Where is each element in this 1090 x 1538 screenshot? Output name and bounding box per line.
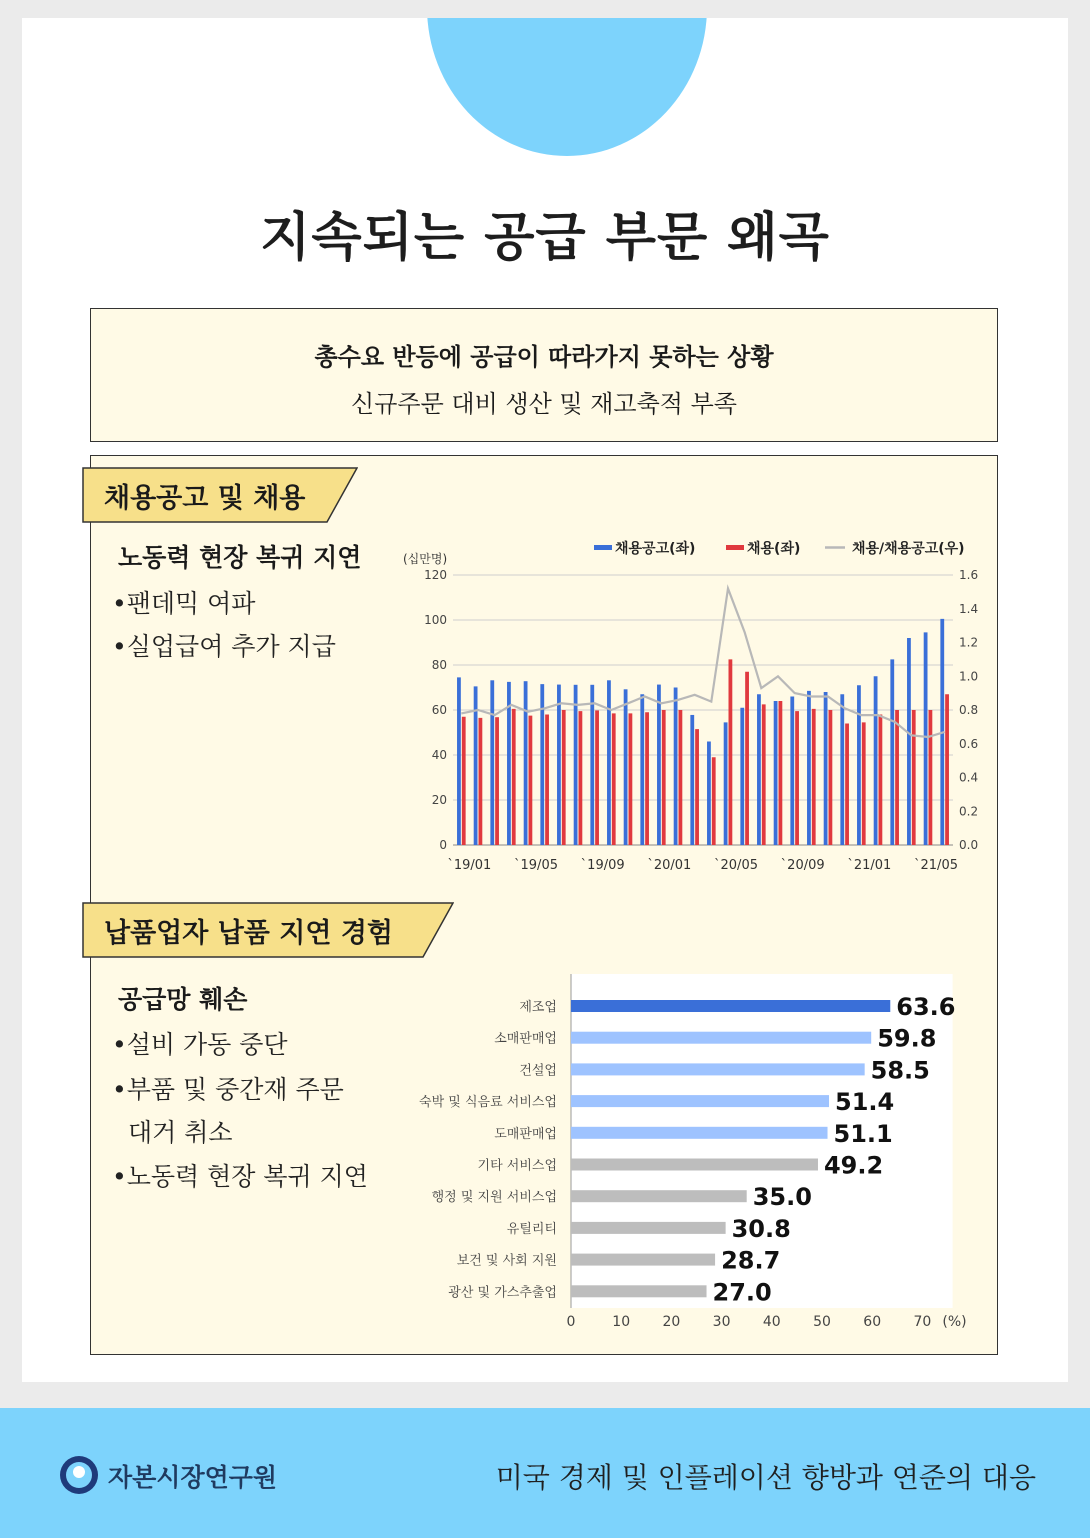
y2-tick-label: 1.2 <box>959 635 979 650</box>
y-tick-label: 100 <box>424 613 447 627</box>
bar-10 <box>571 1285 707 1297</box>
y-tick-label: 40 <box>431 748 447 762</box>
bar-4 <box>571 1095 829 1107</box>
bullet-item: •실업급여 추가 지급 <box>112 632 336 661</box>
bar-hires <box>745 672 749 845</box>
bar-job-openings <box>774 701 778 845</box>
bullet-item: •부품 및 중간재 주문 <box>112 1075 344 1104</box>
bar-5 <box>571 1127 828 1139</box>
value-label: 63.6 <box>896 993 956 1021</box>
section-ribbon-delivery <box>82 902 454 958</box>
bar-job-openings <box>890 659 894 845</box>
legend-label: 채용/채용공고(우) <box>852 541 965 557</box>
category-label: 건설업 <box>519 1063 557 1079</box>
bar-job-openings <box>757 694 761 845</box>
bar-hires <box>662 710 666 845</box>
bullet-item: 대거 취소 <box>128 1118 233 1147</box>
legend-label: 채용공고(좌) <box>615 541 696 557</box>
bar-job-openings <box>674 688 678 846</box>
value-label: 51.4 <box>835 1088 895 1117</box>
bar-hires <box>612 713 616 845</box>
y2-tick-label: 0.4 <box>959 770 979 785</box>
value-label: 58.5 <box>870 1056 930 1085</box>
bar-3 <box>571 1063 865 1075</box>
section2-heading: 공급망 훼손 <box>118 985 248 1014</box>
category-label: 도매판매업 <box>494 1126 557 1142</box>
section1-heading: 노동력 현장 복귀 지연 <box>118 543 362 572</box>
bar-job-openings <box>907 638 911 845</box>
bar-job-openings <box>557 685 561 845</box>
y-tick-label: 120 <box>424 568 447 582</box>
bar-job-openings <box>857 685 861 845</box>
bar-job-openings <box>490 680 494 845</box>
bar-hires <box>545 715 549 846</box>
bar-8 <box>571 1222 726 1234</box>
supplier-delay-chart <box>400 972 985 1337</box>
document-title: 미국 경제 및 인플레이션 향방과 연준의 대응 <box>495 1461 1036 1494</box>
value-label: 27.0 <box>712 1278 772 1307</box>
bar-hires <box>712 757 716 845</box>
y-axis-unit: (십만명) <box>403 552 448 566</box>
category-label: 보건 및 사회 지원 <box>456 1253 557 1269</box>
bar-7 <box>571 1190 747 1202</box>
value-label: 51.1 <box>833 1119 893 1148</box>
bar-hires <box>512 709 516 845</box>
category-label: 광산 및 가스추출업 <box>448 1285 557 1301</box>
bar-hires <box>879 715 883 846</box>
bar-hires <box>812 709 816 845</box>
bar-hires <box>579 711 583 845</box>
value-label: 49.2 <box>823 1151 884 1180</box>
bar-hires <box>479 718 483 845</box>
y2-tick-label: 1.4 <box>959 601 979 616</box>
bar-job-openings <box>924 632 928 845</box>
x-tick-label: `21/05 <box>914 858 958 873</box>
bar-job-openings <box>707 742 711 846</box>
bar-job-openings <box>724 722 728 845</box>
bar-2 <box>571 1032 871 1044</box>
y-tick-label: 20 <box>431 793 447 807</box>
line-hire-ratio <box>461 589 944 738</box>
bar-job-openings <box>457 677 461 845</box>
y2-tick-label: 0.6 <box>959 736 979 751</box>
bar-hires <box>562 710 566 845</box>
bar-job-openings <box>807 691 811 845</box>
ribbon-label: 채용공고 및 채용 <box>104 482 306 514</box>
bar-hires <box>462 717 466 845</box>
bar-hires <box>695 729 699 845</box>
x-tick-label: `20/05 <box>714 858 758 873</box>
bar-hires <box>729 659 733 845</box>
bullet-item: •노동력 현장 복귀 지연 <box>112 1162 368 1191</box>
job-openings-hires-chart <box>395 533 987 878</box>
bar-job-openings <box>640 694 644 845</box>
bar-job-openings <box>607 680 611 845</box>
value-label: 28.7 <box>721 1246 781 1275</box>
value-label: 35.0 <box>752 1183 812 1212</box>
summary-subline: 신규주문 대비 생산 및 재고축적 부족 <box>351 390 737 418</box>
x-tick-label: 60 <box>863 1314 882 1330</box>
bar-hires <box>929 710 933 845</box>
bar-hires <box>679 710 683 845</box>
bar-job-openings <box>590 685 594 845</box>
bar-hires <box>945 694 949 845</box>
x-tick-label: 40 <box>762 1314 781 1330</box>
bar-hires <box>845 724 849 846</box>
ribbon-label: 납품업자 납품 지연 경험 <box>104 917 394 949</box>
legend-swatch <box>594 545 612 550</box>
bar-hires <box>895 710 899 845</box>
footer <box>0 1408 1090 1538</box>
section-ribbon-hiring <box>82 467 358 523</box>
bar-job-openings <box>874 676 878 845</box>
category-label: 소매판매업 <box>494 1031 557 1047</box>
bar-job-openings <box>790 697 794 846</box>
y-tick-label: 80 <box>431 658 447 672</box>
y2-tick-label: 1.0 <box>959 669 979 684</box>
y2-tick-label: 0.0 <box>959 838 979 852</box>
bar-hires <box>779 701 783 845</box>
page-number-circle <box>427 18 707 156</box>
x-tick-label: `19/09 <box>580 858 625 873</box>
bar-hires <box>495 717 499 845</box>
bar-job-openings <box>524 681 528 845</box>
x-tick-label: 70 <box>913 1314 932 1330</box>
bar-6 <box>571 1159 818 1171</box>
legend-label: 채용(좌) <box>747 541 801 557</box>
category-label: 제조업 <box>519 1000 557 1015</box>
bar-hires <box>645 712 649 845</box>
bar-hires <box>795 711 799 845</box>
y2-tick-label: 1.6 <box>959 568 979 582</box>
bar-9 <box>571 1254 715 1266</box>
summary-headline: 총수요 반등에 공급이 따라가지 못하는 상황 <box>314 343 774 371</box>
bar-hires <box>629 713 633 845</box>
value-label: 30.8 <box>731 1214 791 1243</box>
bar-hires <box>829 710 833 845</box>
bullet-item: •팬데믹 여파 <box>112 589 256 618</box>
x-tick-label: `19/05 <box>514 858 558 873</box>
y2-tick-label: 0.2 <box>959 804 979 819</box>
x-tick-label: `19/01 <box>447 858 492 873</box>
x-tick-label: `20/01 <box>647 858 692 873</box>
bullet-item: •설비 가동 중단 <box>112 1030 288 1059</box>
bar-hires <box>762 704 766 845</box>
x-axis-unit: (%) <box>942 1314 967 1330</box>
page-title: 지속되는 공급 부문 왜곡 <box>260 208 830 268</box>
bar-job-openings <box>657 685 661 845</box>
x-tick-label: 30 <box>712 1314 731 1330</box>
bar-1 <box>571 1000 890 1012</box>
bar-job-openings <box>840 694 844 845</box>
x-tick-label: 0 <box>566 1314 576 1330</box>
x-tick-label: `21/01 <box>847 858 892 873</box>
y-tick-label: 60 <box>431 703 447 717</box>
value-label: 59.8 <box>877 1024 937 1053</box>
bar-job-openings <box>690 715 694 845</box>
x-tick-label: 20 <box>662 1314 681 1330</box>
summary-box <box>90 308 998 442</box>
bar-hires <box>595 710 599 845</box>
bar-hires <box>912 710 916 845</box>
bar-job-openings <box>740 708 744 845</box>
bar-job-openings <box>824 692 828 845</box>
y2-tick-label: 0.8 <box>959 703 979 717</box>
category-label: 행정 및 지원 서비스업 <box>431 1190 557 1206</box>
kcmi-logo-icon <box>58 1454 100 1496</box>
bar-hires <box>529 716 533 845</box>
x-tick-label: `20/09 <box>780 858 825 873</box>
category-label: 숙박 및 식음료 서비스업 <box>419 1095 557 1111</box>
bar-job-openings <box>574 685 578 845</box>
x-tick-label: 50 <box>813 1314 831 1330</box>
legend-swatch <box>726 545 744 550</box>
bar-job-openings <box>624 689 628 845</box>
org-name: 자본시장연구원 <box>108 1463 278 1492</box>
category-label: 기타 서비스업 <box>477 1158 557 1174</box>
x-tick-label: 10 <box>612 1314 631 1330</box>
category-label: 유틸리티 <box>506 1221 557 1237</box>
bar-hires <box>862 722 866 845</box>
y-tick-label: 0 <box>439 838 447 852</box>
